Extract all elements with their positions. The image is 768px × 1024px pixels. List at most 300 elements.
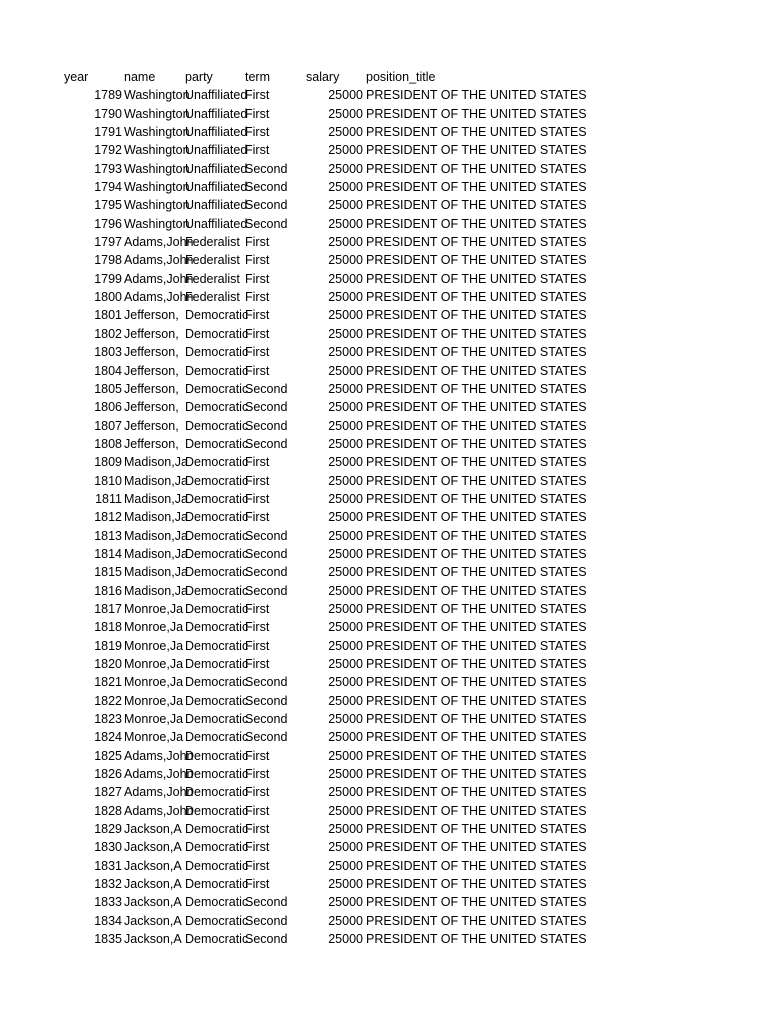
cell-party[interactable]: Democratic <box>185 858 249 873</box>
cell-name[interactable]: Washington <box>124 198 190 213</box>
cell-salary[interactable]: 25000 <box>328 510 363 525</box>
cell-party[interactable]: Democratic <box>185 803 249 818</box>
cell-party[interactable]: Democratic <box>185 400 249 415</box>
cell-position-title[interactable]: PRESIDENT OF THE UNITED STATES <box>366 546 587 561</box>
cell-term[interactable]: Second <box>245 913 288 928</box>
cell-salary[interactable]: 25000 <box>328 253 363 268</box>
cell-term[interactable]: Second <box>245 675 288 690</box>
cell-position-title[interactable]: PRESIDENT OF THE UNITED STATES <box>366 657 587 671</box>
cell-term[interactable]: First <box>245 308 270 323</box>
cell-party[interactable]: Unaffiliated <box>185 161 248 176</box>
cell-salary[interactable]: 25000 <box>328 455 363 470</box>
cell-term[interactable]: First <box>245 510 270 525</box>
table-row <box>60 141 587 159</box>
cell-salary[interactable]: 25000 <box>328 767 363 782</box>
cell-salary[interactable]: 25000 <box>328 583 363 598</box>
header-position-title[interactable]: position_title <box>366 70 436 84</box>
cell-name[interactable]: Monroe,Ja <box>124 730 184 745</box>
cell-position-title[interactable]: PRESIDENT OF THE UNITED STATES <box>366 290 587 305</box>
cell-term[interactable]: First <box>245 125 270 140</box>
cell-year[interactable]: 1814 <box>94 546 122 561</box>
cell-term[interactable]: First <box>245 748 270 763</box>
cell-term[interactable]: Second <box>245 400 288 415</box>
cell-year[interactable]: 1824 <box>94 730 122 745</box>
cell-term[interactable]: Second <box>245 381 288 396</box>
cell-position-title[interactable]: PRESIDENT OF THE UNITED STATES <box>366 877 587 892</box>
cell-name[interactable]: Washington <box>124 143 190 158</box>
cell-term[interactable]: First <box>245 143 270 158</box>
cell-name[interactable]: Washington <box>124 180 190 195</box>
cell-name[interactable]: Washington <box>124 216 190 231</box>
cell-name[interactable]: Jefferson, <box>124 345 179 360</box>
cell-party[interactable]: Democratic <box>185 767 249 782</box>
cell-salary[interactable]: 25000 <box>328 88 363 103</box>
cell-term[interactable]: First <box>245 88 270 103</box>
cell-position-title[interactable]: PRESIDENT OF THE UNITED STATES <box>366 932 587 947</box>
cell-party[interactable]: Democratic <box>185 657 249 671</box>
cell-salary[interactable]: 25000 <box>328 345 363 360</box>
cell-year[interactable]: 1822 <box>94 693 122 708</box>
cell-term[interactable]: First <box>245 271 270 286</box>
cell-name[interactable]: Adams,John <box>124 253 194 268</box>
cell-term[interactable]: First <box>245 657 270 671</box>
cell-position-title[interactable]: PRESIDENT OF THE UNITED STATES <box>366 253 587 268</box>
cell-party[interactable]: Unaffiliated <box>185 198 248 213</box>
cell-name[interactable]: Washington <box>124 125 190 140</box>
cell-year[interactable]: 1791 <box>94 125 122 140</box>
cell-position-title[interactable]: PRESIDENT OF THE UNITED STATES <box>366 748 587 763</box>
cell-party[interactable]: Democratic <box>185 895 249 910</box>
cell-name[interactable]: Jefferson, <box>124 418 179 433</box>
cell-salary[interactable]: 25000 <box>328 271 363 286</box>
cell-year[interactable]: 1798 <box>94 253 122 268</box>
cell-party[interactable]: Unaffiliated <box>185 88 248 103</box>
table-row <box>60 930 587 948</box>
cell-party[interactable]: Democratic <box>185 730 249 745</box>
cell-salary[interactable]: 25000 <box>328 803 363 818</box>
cell-term[interactable]: First <box>245 290 270 305</box>
cell-year[interactable]: 1800 <box>94 290 122 305</box>
cell-salary[interactable]: 25000 <box>328 290 363 305</box>
cell-year[interactable]: 1811 <box>95 491 122 506</box>
cell-term[interactable]: Second <box>245 583 288 598</box>
cell-year[interactable]: 1809 <box>94 455 122 470</box>
cell-year[interactable]: 1805 <box>94 381 122 396</box>
cell-term[interactable]: Second <box>245 932 288 947</box>
cell-position-title[interactable]: PRESIDENT OF THE UNITED STATES <box>366 381 587 396</box>
cell-party[interactable]: Democratic <box>185 601 249 616</box>
cell-name[interactable]: Jackson,A <box>124 822 182 837</box>
cell-salary[interactable]: 25000 <box>328 730 363 745</box>
cell-year[interactable]: 1807 <box>94 418 122 433</box>
cell-name[interactable]: Madison,Ja <box>124 546 188 561</box>
cell-position-title[interactable]: PRESIDENT OF THE UNITED STATES <box>366 785 587 800</box>
cell-year[interactable]: 1823 <box>94 712 122 727</box>
cell-year[interactable]: 1832 <box>94 877 122 892</box>
cell-term[interactable]: First <box>245 253 270 268</box>
cell-party[interactable]: Democratic <box>185 620 249 635</box>
cell-term[interactable]: Second <box>245 693 288 708</box>
cell-name[interactable]: Madison,Ja <box>124 565 188 580</box>
cell-term[interactable]: Second <box>245 161 288 176</box>
table-row <box>60 893 587 911</box>
cell-party[interactable]: Democratic <box>185 877 249 892</box>
cell-party[interactable]: Democratic <box>185 546 249 561</box>
header-party[interactable]: party <box>185 70 213 84</box>
cell-year[interactable]: 1815 <box>94 565 122 580</box>
cell-salary[interactable]: 25000 <box>328 436 363 451</box>
cell-term[interactable]: Second <box>245 180 288 195</box>
cell-year[interactable]: 1802 <box>94 326 122 341</box>
cell-year[interactable]: 1799 <box>94 271 122 286</box>
cell-name[interactable]: Jefferson, <box>124 400 179 415</box>
cell-position-title[interactable]: PRESIDENT OF THE UNITED STATES <box>366 88 587 103</box>
cell-party[interactable]: Unaffiliated <box>185 106 248 121</box>
cell-party[interactable]: Democratic <box>185 638 249 653</box>
cell-salary[interactable]: 25000 <box>328 565 363 580</box>
cell-name[interactable]: Jackson,A <box>124 858 182 873</box>
cell-position-title[interactable]: PRESIDENT OF THE UNITED STATES <box>366 235 587 250</box>
cell-party[interactable]: Federalist <box>185 253 240 268</box>
cell-year[interactable]: 1821 <box>94 675 122 690</box>
cell-term[interactable]: First <box>245 840 270 855</box>
cell-term[interactable]: First <box>245 363 270 378</box>
cell-position-title[interactable]: PRESIDENT OF THE UNITED STATES <box>366 345 587 360</box>
cell-year[interactable]: 1829 <box>94 822 122 837</box>
cell-term[interactable]: First <box>245 345 270 360</box>
cell-party[interactable]: Democratic <box>185 528 249 543</box>
cell-term[interactable]: First <box>245 858 270 873</box>
cell-salary[interactable]: 25000 <box>328 877 363 892</box>
cell-party[interactable]: Unaffiliated <box>185 125 248 140</box>
cell-salary[interactable]: 25000 <box>328 400 363 415</box>
cell-party[interactable]: Democratic <box>185 712 249 727</box>
cell-position-title[interactable]: PRESIDENT OF THE UNITED STATES <box>366 106 587 121</box>
cell-position-title[interactable]: PRESIDENT OF THE UNITED STATES <box>366 161 587 176</box>
cell-position-title[interactable]: PRESIDENT OF THE UNITED STATES <box>366 455 587 470</box>
table-row <box>60 490 587 508</box>
cell-year[interactable]: 1833 <box>94 895 122 910</box>
cell-term[interactable]: First <box>245 785 270 800</box>
cell-term[interactable]: Second <box>245 565 288 580</box>
cell-year[interactable]: 1831 <box>94 858 122 873</box>
cell-year[interactable]: 1820 <box>94 657 122 671</box>
cell-position-title[interactable]: PRESIDENT OF THE UNITED STATES <box>366 528 587 543</box>
cell-term[interactable]: First <box>245 877 270 892</box>
cell-salary[interactable]: 25000 <box>328 748 363 763</box>
cell-position-title[interactable]: PRESIDENT OF THE UNITED STATES <box>366 822 587 837</box>
cell-salary[interactable]: 25000 <box>328 840 363 855</box>
cell-year[interactable]: 1828 <box>94 803 122 818</box>
cell-name[interactable]: Monroe,Ja <box>124 620 184 635</box>
table-row <box>60 783 587 801</box>
cell-position-title[interactable]: PRESIDENT OF THE UNITED STATES <box>366 400 587 415</box>
cell-year[interactable]: 1795 <box>94 198 122 213</box>
cell-name[interactable]: Jefferson, <box>124 326 179 341</box>
cell-salary[interactable]: 25000 <box>328 198 363 213</box>
cell-year[interactable]: 1812 <box>94 510 122 525</box>
cell-name[interactable]: Adams,John <box>124 803 194 818</box>
cell-party[interactable]: Democratic <box>185 308 249 323</box>
cell-position-title[interactable]: PRESIDENT OF THE UNITED STATES <box>366 693 587 708</box>
cell-party[interactable]: Democratic <box>185 363 249 378</box>
cell-name[interactable]: Washington <box>124 161 190 176</box>
cell-salary[interactable]: 25000 <box>328 822 363 837</box>
cell-term[interactable]: Second <box>245 528 288 543</box>
cell-salary[interactable]: 25000 <box>328 895 363 910</box>
cell-term[interactable]: Second <box>245 546 288 561</box>
cell-party[interactable]: Democratic <box>185 822 249 837</box>
cell-salary[interactable]: 25000 <box>328 601 363 616</box>
cell-salary[interactable]: 25000 <box>328 106 363 121</box>
cell-party[interactable]: Democratic <box>185 491 249 506</box>
cell-name[interactable]: Adams,John <box>124 290 194 305</box>
table-row <box>60 637 587 655</box>
cell-year[interactable]: 1813 <box>94 528 122 543</box>
cell-salary[interactable]: 25000 <box>328 620 363 635</box>
cell-salary[interactable]: 25000 <box>328 326 363 341</box>
cell-position-title[interactable]: PRESIDENT OF THE UNITED STATES <box>366 858 587 873</box>
header-salary[interactable]: salary <box>306 70 340 84</box>
cell-party[interactable]: Federalist <box>185 235 240 250</box>
cell-name[interactable]: Jackson,A <box>124 913 182 928</box>
cell-year[interactable]: 1816 <box>94 583 122 598</box>
cell-year[interactable]: 1826 <box>94 767 122 782</box>
cell-salary[interactable]: 25000 <box>328 858 363 873</box>
cell-name[interactable]: Monroe,Ja <box>124 657 184 671</box>
cell-position-title[interactable]: PRESIDENT OF THE UNITED STATES <box>366 565 587 580</box>
cell-name[interactable]: Jefferson, <box>124 436 179 451</box>
cell-party[interactable]: Unaffiliated <box>185 216 248 231</box>
header-year[interactable]: year <box>64 70 89 84</box>
cell-position-title[interactable]: PRESIDENT OF THE UNITED STATES <box>366 730 587 745</box>
cell-year[interactable]: 1818 <box>94 620 122 635</box>
cell-name[interactable]: Jefferson, <box>124 381 179 396</box>
cell-year[interactable]: 1796 <box>94 216 122 231</box>
cell-party[interactable]: Federalist <box>185 271 240 286</box>
cell-salary[interactable]: 25000 <box>328 913 363 928</box>
cell-year[interactable]: 1806 <box>94 400 122 415</box>
table-row <box>60 270 587 288</box>
cell-salary[interactable]: 25000 <box>328 161 363 176</box>
cell-year[interactable]: 1827 <box>94 785 122 800</box>
cell-position-title[interactable]: PRESIDENT OF THE UNITED STATES <box>366 308 587 323</box>
cell-term[interactable]: First <box>245 491 270 506</box>
cell-year[interactable]: 1794 <box>94 180 122 195</box>
cell-position-title[interactable]: PRESIDENT OF THE UNITED STATES <box>366 491 587 506</box>
table-row <box>60 233 587 251</box>
cell-position-title[interactable]: PRESIDENT OF THE UNITED STATES <box>366 198 587 213</box>
cell-party[interactable]: Democratic <box>185 565 249 580</box>
table-row <box>60 857 587 875</box>
cell-salary[interactable]: 25000 <box>328 932 363 947</box>
cell-position-title[interactable]: PRESIDENT OF THE UNITED STATES <box>366 363 587 378</box>
cell-term[interactable]: Second <box>245 895 288 910</box>
cell-name[interactable]: Adams,John <box>124 748 194 763</box>
cell-name[interactable]: Madison,Ja <box>124 491 188 506</box>
cell-term[interactable]: First <box>245 106 270 121</box>
cell-term[interactable]: First <box>245 473 270 488</box>
cell-name[interactable]: Adams,John <box>124 767 194 782</box>
cell-year[interactable]: 1804 <box>94 363 122 378</box>
cell-party[interactable]: Democratic <box>185 345 249 360</box>
cell-name[interactable]: Washington <box>124 106 190 121</box>
header-name[interactable]: name <box>124 70 156 84</box>
cell-term[interactable]: Second <box>245 436 288 451</box>
cell-name[interactable]: Monroe,Ja <box>124 601 184 616</box>
cell-party[interactable]: Unaffiliated <box>185 180 248 195</box>
cell-term[interactable]: Second <box>245 730 288 745</box>
cell-position-title[interactable]: PRESIDENT OF THE UNITED STATES <box>366 840 587 855</box>
cell-name[interactable]: Monroe,Ja <box>124 675 184 690</box>
cell-position-title[interactable]: PRESIDENT OF THE UNITED STATES <box>366 803 587 818</box>
cell-position-title[interactable]: PRESIDENT OF THE UNITED STATES <box>366 712 587 727</box>
cell-term[interactable]: First <box>245 822 270 837</box>
cell-year[interactable]: 1825 <box>94 748 122 763</box>
cell-salary[interactable]: 25000 <box>328 180 363 195</box>
cell-name[interactable]: Monroe,Ja <box>124 638 184 653</box>
cell-year[interactable]: 1819 <box>94 638 122 653</box>
cell-party[interactable]: Democratic <box>185 473 249 488</box>
cell-salary[interactable]: 25000 <box>328 418 363 433</box>
cell-position-title[interactable]: PRESIDENT OF THE UNITED STATES <box>366 767 587 782</box>
cell-term[interactable]: First <box>245 767 270 782</box>
cell-party[interactable]: Unaffiliated <box>185 143 248 158</box>
cell-term[interactable]: First <box>245 601 270 616</box>
cell-name[interactable]: Jackson,A <box>124 932 182 947</box>
cell-year[interactable]: 1803 <box>94 345 122 360</box>
cell-party[interactable]: Democratic <box>185 455 249 470</box>
cell-name[interactable]: Madison,Ja <box>124 528 188 543</box>
cell-position-title[interactable]: PRESIDENT OF THE UNITED STATES <box>366 436 587 451</box>
cell-term[interactable]: First <box>245 326 270 341</box>
cell-name[interactable]: Madison,Ja <box>124 473 188 488</box>
cell-salary[interactable]: 25000 <box>328 546 363 561</box>
table-row <box>60 765 587 783</box>
cell-salary[interactable]: 25000 <box>328 491 363 506</box>
cell-term[interactable]: First <box>245 620 270 635</box>
cell-year[interactable]: 1801 <box>94 308 122 323</box>
cell-salary[interactable]: 25000 <box>328 638 363 653</box>
cell-position-title[interactable]: PRESIDENT OF THE UNITED STATES <box>366 620 587 635</box>
cell-position-title[interactable]: PRESIDENT OF THE UNITED STATES <box>366 675 587 690</box>
cell-party[interactable]: Democratic <box>185 436 249 451</box>
cell-term[interactable]: Second <box>245 712 288 727</box>
cell-party[interactable]: Democratic <box>185 381 249 396</box>
cell-year[interactable]: 1835 <box>94 932 122 947</box>
cell-term[interactable]: First <box>245 803 270 818</box>
cell-position-title[interactable]: PRESIDENT OF THE UNITED STATES <box>366 583 587 598</box>
cell-name[interactable]: Jackson,A <box>124 895 182 910</box>
cell-name[interactable]: Adams,John <box>124 271 194 286</box>
cell-name[interactable]: Jefferson, <box>124 308 179 323</box>
cell-salary[interactable]: 25000 <box>328 473 363 488</box>
cell-salary[interactable]: 25000 <box>328 235 363 250</box>
cell-name[interactable]: Monroe,Ja <box>124 712 184 727</box>
cell-position-title[interactable]: PRESIDENT OF THE UNITED STATES <box>366 895 587 910</box>
cell-party[interactable]: Democratic <box>185 932 249 947</box>
cell-name[interactable]: Washington <box>124 88 190 103</box>
cell-position-title[interactable]: PRESIDENT OF THE UNITED STATES <box>366 125 587 140</box>
cell-position-title[interactable]: PRESIDENT OF THE UNITED STATES <box>366 271 587 286</box>
cell-party[interactable]: Democratic <box>185 693 249 708</box>
cell-position-title[interactable]: PRESIDENT OF THE UNITED STATES <box>366 418 587 433</box>
cell-position-title[interactable]: PRESIDENT OF THE UNITED STATES <box>366 326 587 341</box>
cell-salary[interactable]: 25000 <box>328 675 363 690</box>
cell-name[interactable]: Jackson,A <box>124 877 182 892</box>
cell-party[interactable]: Democratic <box>185 418 249 433</box>
cell-salary[interactable]: 25000 <box>328 785 363 800</box>
cell-salary[interactable]: 25000 <box>328 216 363 231</box>
cell-term[interactable]: First <box>245 235 270 250</box>
cell-name[interactable]: Madison,Ja <box>124 455 188 470</box>
cell-party[interactable]: Federalist <box>185 290 240 305</box>
cell-salary[interactable]: 25000 <box>328 712 363 727</box>
cell-year[interactable]: 1793 <box>94 161 122 176</box>
cell-position-title[interactable]: PRESIDENT OF THE UNITED STATES <box>366 913 587 928</box>
cell-party[interactable]: Democratic <box>185 785 249 800</box>
cell-name[interactable]: Adams,John <box>124 235 194 250</box>
cell-position-title[interactable]: PRESIDENT OF THE UNITED STATES <box>366 473 587 488</box>
cell-term[interactable]: Second <box>245 198 288 213</box>
cell-year[interactable]: 1792 <box>94 143 122 158</box>
cell-party[interactable]: Democratic <box>185 510 249 525</box>
cell-salary[interactable]: 25000 <box>328 308 363 323</box>
cell-year[interactable]: 1817 <box>94 601 122 616</box>
cell-party[interactable]: Democratic <box>185 748 249 763</box>
table-row <box>60 160 587 178</box>
cell-name[interactable]: Jefferson, <box>124 363 179 378</box>
cell-position-title[interactable]: PRESIDENT OF THE UNITED STATES <box>366 216 587 231</box>
cell-name[interactable]: Adams,John <box>124 785 194 800</box>
cell-year[interactable]: 1834 <box>94 913 122 928</box>
cell-position-title[interactable]: PRESIDENT OF THE UNITED STATES <box>366 601 587 616</box>
cell-name[interactable]: Madison,Ja <box>124 583 188 598</box>
cell-name[interactable]: Madison,Ja <box>124 510 188 525</box>
cell-name[interactable]: Jackson,A <box>124 840 182 855</box>
cell-year[interactable]: 1790 <box>94 106 122 121</box>
cell-year[interactable]: 1789 <box>94 88 122 103</box>
cell-term[interactable]: Second <box>245 418 288 433</box>
cell-party[interactable]: Democratic <box>185 840 249 855</box>
cell-salary[interactable]: 25000 <box>328 528 363 543</box>
cell-salary[interactable]: 25000 <box>328 693 363 708</box>
header-term[interactable]: term <box>245 70 270 84</box>
cell-party[interactable]: Democratic <box>185 326 249 341</box>
cell-year[interactable]: 1797 <box>94 235 122 250</box>
cell-year[interactable]: 1808 <box>94 436 122 451</box>
cell-salary[interactable]: 25000 <box>328 363 363 378</box>
cell-party[interactable]: Democratic <box>185 675 249 690</box>
cell-salary[interactable]: 25000 <box>328 381 363 396</box>
table-row <box>60 362 587 380</box>
cell-position-title[interactable]: PRESIDENT OF THE UNITED STATES <box>366 180 587 195</box>
cell-position-title[interactable]: PRESIDENT OF THE UNITED STATES <box>366 510 587 525</box>
cell-year[interactable]: 1810 <box>94 473 122 488</box>
cell-name[interactable]: Monroe,Ja <box>124 693 184 708</box>
cell-party[interactable]: Democratic <box>185 913 249 928</box>
cell-salary[interactable]: 25000 <box>328 125 363 140</box>
cell-salary[interactable]: 25000 <box>328 143 363 158</box>
cell-term[interactable]: Second <box>245 216 288 231</box>
cell-position-title[interactable]: PRESIDENT OF THE UNITED STATES <box>366 638 587 653</box>
cell-party[interactable]: Democratic <box>185 583 249 598</box>
cell-term[interactable]: First <box>245 638 270 653</box>
cell-year[interactable]: 1830 <box>94 840 122 855</box>
cell-salary[interactable]: 25000 <box>328 657 363 671</box>
cell-term[interactable]: First <box>245 455 270 470</box>
cell-position-title[interactable]: PRESIDENT OF THE UNITED STATES <box>366 143 587 158</box>
